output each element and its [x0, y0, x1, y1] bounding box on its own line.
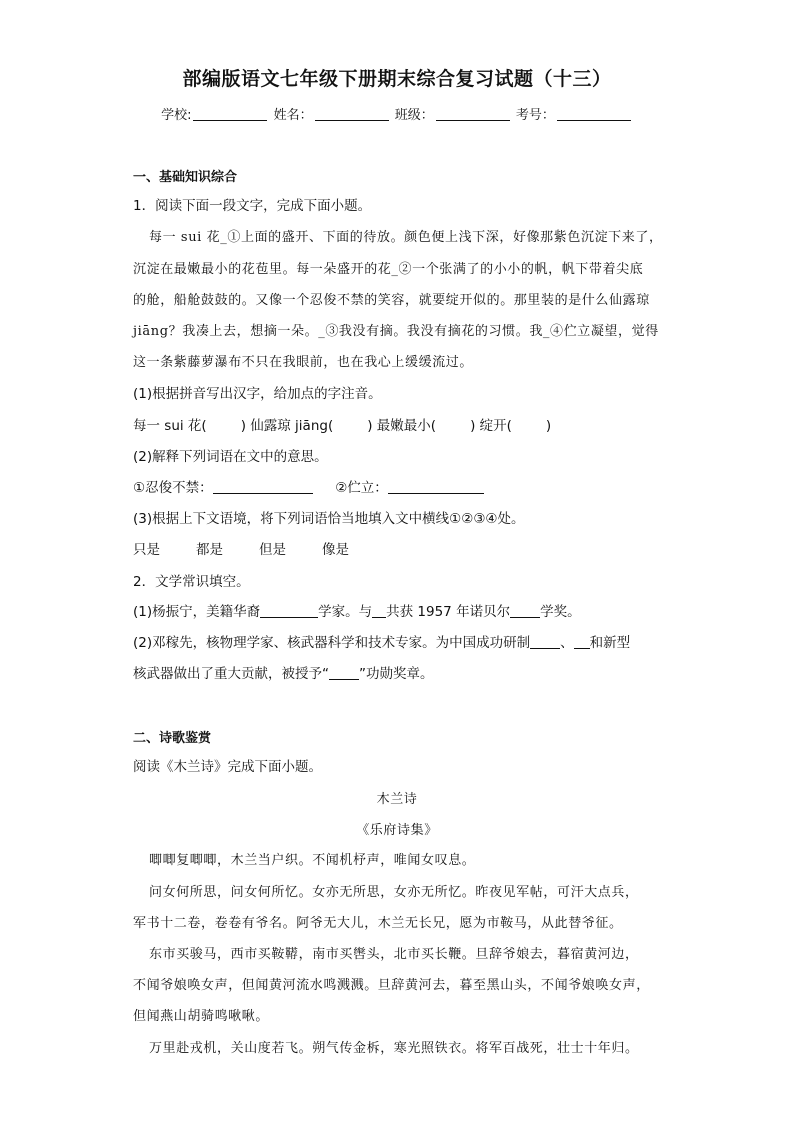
- passage-line: 每一 sui 花_①上面的盛开、下面的待放。颜色便上浅下深，好像那紫色沉淀下来了，: [149, 230, 663, 245]
- number-label: 考号：: [515, 108, 555, 123]
- q2-item-1: [133, 600, 581, 620]
- pinyin-items: [133, 414, 551, 434]
- q2-text: 和新型: [589, 635, 631, 651]
- pinyin-item: ) 绽开(: [470, 418, 512, 434]
- poem-source: 《乐府诗集》: [356, 823, 438, 838]
- poem-line: 不闻爷娘唤女声，但闻黄河流水鸣溅溅。旦辞黄河去，暮至黑山头，不闻爷娘唤女声，: [133, 978, 650, 993]
- answer-blank[interactable]: [213, 480, 313, 494]
- subquestion-2: (2)解释下列词语在文中的意思。: [133, 449, 328, 465]
- pinyin-item: ) 最嫩最小(: [367, 418, 437, 434]
- subquestion-1: (1)根据拼音写出汉字，给加点的字注音。: [133, 386, 382, 402]
- answer-blank[interactable]: [329, 666, 359, 680]
- passage-line: 的舱，船舱鼓鼓的。又像一个忍俊不禁的笑容，就要绽开似的。那里装的是什么仙露琼: [133, 293, 650, 308]
- definition-items: [133, 476, 484, 496]
- number-blank[interactable]: [557, 107, 631, 121]
- word-option: 像是: [322, 542, 349, 558]
- word-option: 都是: [196, 542, 223, 558]
- word-option: 只是: [133, 542, 160, 558]
- school-blank[interactable]: [193, 107, 267, 121]
- section2-intro: 阅读《木兰诗》完成下面小题。: [133, 759, 322, 775]
- poem-line: 军书十二卷，卷卷有爷名。阿爷无大儿，木兰无长兄，愿为市鞍马，从此替爷征。: [133, 916, 623, 931]
- poem-line: 万里赴戎机，关山度若飞。朔气传金柝，寒光照铁衣。将军百战死，壮士十年归。: [149, 1041, 639, 1056]
- definition-a: ①忍俊不禁：: [133, 480, 213, 496]
- word-options: [133, 538, 349, 558]
- pinyin-item: ): [545, 418, 552, 434]
- section1-heading: 一、基础知识综合: [133, 170, 238, 185]
- q2-text: (2)邓稼先，核物理学家、核武器科学和技术专家。为中国成功研制: [133, 635, 531, 651]
- answer-blank[interactable]: [530, 635, 560, 649]
- q2-text: ”功勋奖章。: [359, 666, 434, 682]
- school-label: 学校:: [161, 108, 192, 123]
- word-option: 但是: [259, 542, 286, 558]
- q2-text: 、: [560, 635, 574, 651]
- answer-blank[interactable]: [510, 604, 540, 618]
- name-blank[interactable]: [315, 107, 389, 121]
- poem-title: 木兰诗: [376, 792, 418, 807]
- section2-heading: 二、诗歌鉴赏: [133, 731, 212, 746]
- poem-line: 问女何所思，问女何所忆。女亦无所思，女亦无所忆。昨夜见军帖，可汗大点兵，: [149, 885, 639, 900]
- answer-blank[interactable]: [372, 604, 386, 618]
- passage-line: 这一条紫藤萝瀑布不只在我眼前，也在我心上缓缓流过。: [133, 355, 474, 370]
- student-info-line: [0, 104, 794, 123]
- page-title: 部编版语文七年级下册期末综合复习试题（十三）: [182, 68, 612, 90]
- answer-blank[interactable]: [574, 635, 590, 649]
- answer-blank[interactable]: [260, 604, 318, 618]
- poem-line: 东市买骏马，西市买鞍鞯，南市买辔头，北市买长鞭。旦辞爷娘去，暮宿黄河边，: [149, 947, 639, 962]
- q2-text: 共获 1957 年诺贝尔: [386, 604, 511, 620]
- name-label: 姓名：: [273, 108, 313, 123]
- question-1: 1．阅读下面一段文字，完成下面小题。: [133, 198, 372, 214]
- pinyin-item: 每一 sui 花(: [133, 418, 207, 434]
- q2-text: 核武器做出了重大贡献，被授予“: [133, 666, 329, 682]
- answer-blank[interactable]: [388, 480, 484, 494]
- question-2: 2．文学常识填空。: [133, 574, 250, 590]
- q2-item-2: [133, 631, 630, 651]
- q2-text: 学家。与: [318, 604, 373, 620]
- subquestion-3: (3)根据上下文语境，将下列词语恰当地填入文中横线①②③④处。: [133, 511, 525, 527]
- class-label: 班级：: [394, 108, 434, 123]
- definition-b: ②伫立：: [335, 480, 388, 496]
- poem-line: 唧唧复唧唧，木兰当户织。不闻机杼声，唯闻女叹息。: [149, 853, 476, 868]
- q2-text: (1)杨振宁，美籍华裔: [133, 604, 261, 620]
- class-blank[interactable]: [436, 107, 510, 121]
- q2-text: 学奖。: [540, 604, 581, 620]
- poem-line: 但闻燕山胡骑鸣啾啾。: [133, 1009, 270, 1024]
- pinyin-item: ) 仙露琼 jiāng(: [240, 418, 334, 434]
- passage-line: 沉淀在最嫩最小的花苞里。每一朵盛开的花_②一个张满了的小小的帆，帆下带着尖底: [133, 262, 644, 277]
- q2-item-3: [133, 662, 434, 682]
- passage-line: jiāng？我凑上去，想摘一朵。_③我没有摘。我没有摘花的习惯。我_④伫立凝望，觉得: [133, 324, 659, 339]
